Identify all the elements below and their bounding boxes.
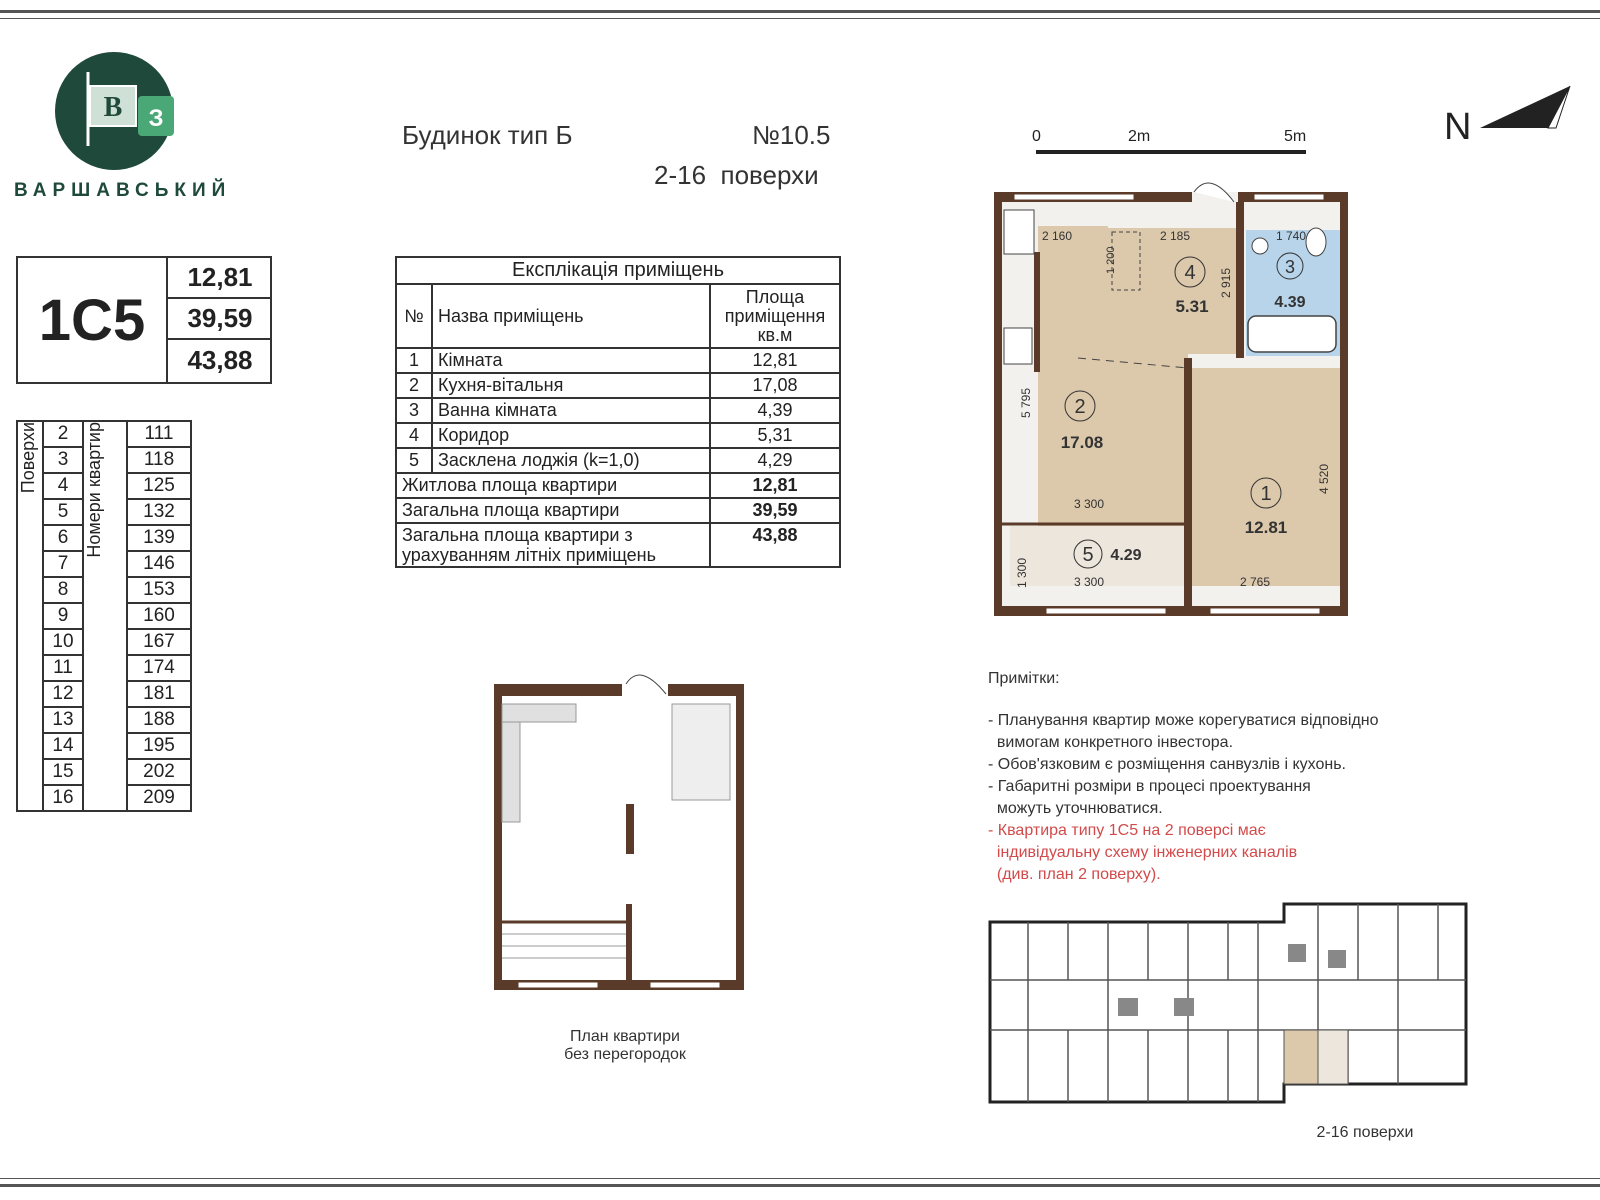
- room-area: 4,29: [710, 448, 840, 473]
- explication-room-row: [396, 423, 840, 448]
- open-plan-caption: [540, 1028, 710, 1064]
- explication-room-row: [396, 348, 840, 373]
- apartment-areas: [166, 258, 272, 382]
- notes-lines: [988, 710, 1379, 820]
- open-plan-drawing: [490, 664, 760, 996]
- floors-title: 2-16 поверхи: [654, 160, 819, 190]
- apartment-number: 118: [127, 447, 191, 473]
- apartment-number: 188: [127, 707, 191, 733]
- room-3-area: 4.39: [1274, 294, 1306, 311]
- dim-2160: 2 160: [1042, 229, 1073, 243]
- floors-header: [17, 421, 43, 811]
- col-area-header: Площа приміщення кв.м: [710, 284, 840, 348]
- north-arrow-icon: [1478, 84, 1574, 134]
- dim-1740: 1 740: [1276, 229, 1307, 243]
- room-2-area: 17.08: [1060, 433, 1104, 452]
- total-area: 12,81: [710, 473, 840, 498]
- logo-wordmark: ВАРШАВСЬКИЙ: [14, 180, 232, 201]
- total-area: 43,88: [710, 523, 840, 567]
- room-number: 3: [396, 398, 432, 423]
- room-name: Ванна кімната: [432, 398, 710, 423]
- floor-number: 9: [43, 603, 83, 629]
- dim-5795: 5 795: [1019, 387, 1033, 418]
- explication-room-row: [396, 448, 840, 473]
- apartment-number: 160: [127, 603, 191, 629]
- apartment-number: 167: [127, 629, 191, 655]
- apartment-numbers-header: [83, 421, 127, 811]
- apartment-code-box: [16, 256, 272, 384]
- note-red-line: індивідуальну схему інженерних каналів: [988, 844, 1298, 861]
- floor-number: 3: [43, 447, 83, 473]
- room-number: 4: [396, 423, 432, 448]
- col-name-header: Назва приміщень: [432, 284, 710, 348]
- room-3-number: 3: [1284, 257, 1296, 277]
- apartment-number: 139: [127, 525, 191, 551]
- room-name: Засклена лоджія (k=1,0): [432, 448, 710, 473]
- apartment-number: 202: [127, 759, 191, 785]
- explication-total-row: [396, 473, 840, 498]
- total-area-value: 39,59: [168, 299, 272, 340]
- logo-letter-b: B: [103, 92, 123, 123]
- bottom-border: [0, 1184, 1600, 1187]
- living-area-value: 12,81: [168, 258, 272, 299]
- dim-2765: 2 765: [1240, 575, 1271, 589]
- floor-number: 14: [43, 733, 83, 759]
- apartment-number: 209: [127, 785, 191, 811]
- logo-letter-z: З: [148, 105, 164, 132]
- floor-number: 2: [43, 421, 83, 447]
- room-name: Кухня-вітальня: [432, 373, 710, 398]
- note-line: - Обов'язковим є розміщення санвузлів і кухонь.: [988, 756, 1346, 773]
- note-line: - Планування квартир може корегуватися відповідно: [988, 712, 1379, 729]
- notes-block: [988, 668, 1379, 886]
- note-red-line: (див. план 2 поверху).: [988, 866, 1161, 883]
- dim-3300-a: 3 300: [1074, 497, 1105, 511]
- room-1-number: 1: [1260, 483, 1272, 505]
- notes-title: Примітки:: [988, 670, 1060, 687]
- bottom-border-thin: [0, 1178, 1600, 1179]
- floor-apartment-table: [16, 420, 192, 812]
- apartment-numbers-label: Номери квартир: [84, 422, 104, 558]
- scale-bar: [1036, 150, 1306, 154]
- apartment-code: 1C5: [38, 287, 146, 353]
- room-5-area: 4.29: [1110, 547, 1142, 564]
- total-name: Загальна площа квартири з урахуванням літніх приміщень: [396, 523, 710, 567]
- room-number: 5: [396, 448, 432, 473]
- scale-label-0: 0: [1032, 128, 1041, 145]
- room-1-area: 12.81: [1244, 518, 1288, 537]
- explication-total-row: [396, 523, 840, 567]
- dim-2185: 2 185: [1160, 229, 1191, 243]
- room-2-number: 2: [1074, 396, 1086, 418]
- floor-number: 6: [43, 525, 83, 551]
- floors-label: Поверхи: [18, 422, 38, 494]
- total-name: Житлова площа квартири: [396, 473, 710, 498]
- apartment-number: 132: [127, 499, 191, 525]
- floor-number: 4: [43, 473, 83, 499]
- open-plan-caption-line-2: без перегородок: [564, 1046, 686, 1063]
- note-line: - Габаритні розміри в процесі проектування: [988, 778, 1311, 795]
- room-area: 17,08: [710, 373, 840, 398]
- total-name: Загальна площа квартири: [396, 498, 710, 523]
- explication-total-row: [396, 498, 840, 523]
- open-plan-caption-line-1: План квартири: [570, 1028, 680, 1045]
- apartment-number: 195: [127, 733, 191, 759]
- explication-table: [395, 256, 841, 568]
- explication-title: Експлікація приміщень: [396, 257, 840, 284]
- floor-number: 13: [43, 707, 83, 733]
- room-number: 1: [396, 348, 432, 373]
- north-label: N: [1444, 106, 1472, 148]
- floor-number: 10: [43, 629, 83, 655]
- explication-room-row: [396, 398, 840, 423]
- floor-number: 7: [43, 551, 83, 577]
- dim-2915: 2 915: [1219, 267, 1233, 298]
- top-border-thin: [0, 18, 1600, 19]
- note-red-line: - Квартира типу 1С5 на 2 поверсі має: [988, 822, 1266, 839]
- apartment-number: 174: [127, 655, 191, 681]
- apartment-number: 111: [127, 421, 191, 447]
- room-name: Кімната: [432, 348, 710, 373]
- building-type: Будинок тип Б: [402, 120, 573, 150]
- room-area: 4,39: [710, 398, 840, 423]
- room-4-number: 4: [1184, 262, 1196, 284]
- scale-label-2m: 2m: [1128, 128, 1151, 145]
- floorplan-caption: 2-16 поверхи: [1316, 1124, 1414, 1141]
- apartment-number: 181: [127, 681, 191, 707]
- room-4-area: 5.31: [1175, 297, 1209, 316]
- top-border: [0, 10, 1600, 13]
- scale-label-5m: 5m: [1284, 128, 1307, 145]
- dim-4520: 4 520: [1317, 463, 1331, 494]
- note-line: можуть уточнюватися.: [988, 800, 1163, 817]
- room-5-number: 5: [1082, 544, 1094, 566]
- logo-flag-icon: [78, 66, 188, 156]
- apartment-number: 125: [127, 473, 191, 499]
- apartment-number: 146: [127, 551, 191, 577]
- room-area: 12,81: [710, 348, 840, 373]
- floor-number: 15: [43, 759, 83, 785]
- room-name: Коридор: [432, 423, 710, 448]
- total-area: 39,59: [710, 498, 840, 523]
- floor-number: 5: [43, 499, 83, 525]
- floor-row: [17, 421, 191, 447]
- floor-number: 12: [43, 681, 83, 707]
- floor-number: 16: [43, 785, 83, 811]
- dim-1200: 1 200: [1105, 246, 1117, 274]
- col-number-header: №: [396, 284, 432, 348]
- dim-3300-b: 3 300: [1074, 575, 1105, 589]
- note-line: вимогам конкретного інвестора.: [988, 734, 1234, 751]
- apartment-number: 153: [127, 577, 191, 603]
- floor-number: 11: [43, 655, 83, 681]
- building-floorplan-thumbnail: [988, 902, 1468, 1108]
- section-number: №10.5: [752, 120, 831, 150]
- room-area: 5,31: [710, 423, 840, 448]
- room-number: 2: [396, 373, 432, 398]
- notes-red-lines: [988, 820, 1379, 886]
- floor-number: 8: [43, 577, 83, 603]
- dim-1300: 1 300: [1015, 557, 1029, 588]
- explication-room-row: [396, 373, 840, 398]
- total-area-summer-value: 43,88: [187, 345, 253, 375]
- apartment-floor-plan: [990, 168, 1360, 628]
